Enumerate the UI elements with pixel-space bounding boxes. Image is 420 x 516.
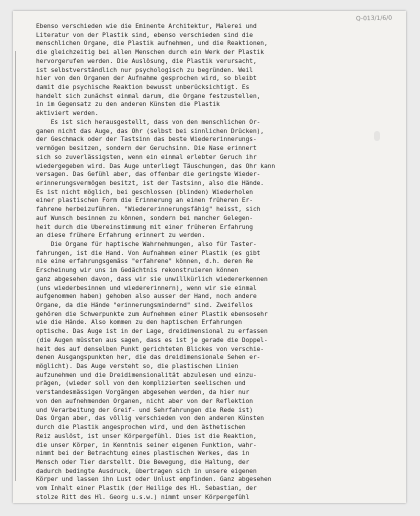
text-line: einer plastischen Form die Erinnerung an einen früheren Er- xyxy=(36,197,253,205)
text-line: aufgenommen haben) gehoben also ausser der Hand, noch andere xyxy=(36,293,257,301)
text-line: möglicht). Das Auge versteht so, die plastischen Linien xyxy=(36,363,239,371)
text-line: Körper und lassen ihn Lust oder Unlust empfinden. Ganz abgesehen xyxy=(36,476,272,484)
document-page xyxy=(13,11,406,503)
text-line: und Verarbeitung der Greif- und Sehrfahrungen die Rede ist) xyxy=(36,406,253,414)
text-line: Das Organ aber, das völlig verschieden von den anderen Künsten xyxy=(36,415,264,423)
text-line: ganen nicht das Auge, das Ohr (selbst bei sinnlichen Drücken), xyxy=(36,127,264,135)
text-line: ganz abgesehen davon, dass wir sie unwillkürlich wiedererkennen xyxy=(36,275,268,283)
text-line: auf Wunsch besinnen zu können, sondern bei mancher Gelegen- xyxy=(36,214,253,222)
text-line: verstandesmässigen Vorgängen abgesehen werden, da hier nur xyxy=(36,389,250,397)
text-line: denen Ausgangspunkten her, die das dreidimensionale Sehen er- xyxy=(36,354,261,362)
text-line: heit des auf denselben Punkt gerichteten Blickes von verschie- xyxy=(36,345,264,353)
text-line: nimmt bei der Betrachtung eines plastischen Werkes, das in xyxy=(36,450,250,458)
text-line: handelt sich zunächst einmal darum, die Organe festzustellen, xyxy=(36,92,261,100)
text-line: optische. Das Auge ist in der Lage, dreidimensional zu erfassen xyxy=(36,328,268,336)
text-line: Es ist sich herausgestellt, dass von den menschlichen Or- xyxy=(36,118,261,126)
text-line: Ebenso verschieden wie die Eminente Architektur, Malerei und xyxy=(36,23,257,30)
text-line: (uns wiederbesinnen und wiedererinnern), wenn wir sie einmal xyxy=(36,284,257,292)
text-line: an diese frühere Erfahrung erinnert zu werden. xyxy=(36,232,206,240)
text-line: sich so zuverlässigsten, wenn ein einmal erlebter Geruch ihr xyxy=(36,153,257,161)
text-line: Erscheinung wir uns im Gedächtnis rekonstruieren können xyxy=(36,267,239,275)
text-line: Die Organe für haptische Wahrnehmungen, also für Taster- xyxy=(36,240,257,248)
text-line: der Geschmack oder der Tastsinn das beste Wiedererinnerungs- xyxy=(36,136,257,144)
reference-number: Q-013/1/6/0 xyxy=(355,14,393,23)
text-line: von den aufnehmenden Organen, nicht aber von der Reflektion xyxy=(36,397,253,405)
text-line: nie eine erfahrungsgemäss "erfahrene" können, d.h. deren Re xyxy=(36,258,253,266)
text-line: Literatur von der Plastik sind, ebenso verschieden sind die xyxy=(36,31,253,39)
text-line: dadurch bedingte Ausdruck, übertragen sich in unsere eigenen xyxy=(36,467,257,475)
text-line: heit durch die Übereinstimmung mit einer früheren Erfahrung xyxy=(36,223,253,231)
text-line: in im Gegensatz zu den anderen Künsten die Plastik xyxy=(36,101,220,109)
text-line: Organe, da die Hände "erinnerungsmindernd" sind. Zweifellos xyxy=(36,302,253,309)
text-line: damit die psychische Reaktion bewusst unberücksichtigt. Es xyxy=(36,84,250,92)
text-line: Reiz auslöst, ist unser Körpergefühl. Dies ist die Reaktion, xyxy=(36,432,257,440)
text-line: Mensch oder Tier darstellt. Die Bewegung, die Haltung, der xyxy=(36,458,250,466)
text-line: aktiviert werden. xyxy=(36,110,99,118)
text-line: stolze Ritt des Hl. Georg u.s.w.) nimmt unser Körpergefühl xyxy=(36,493,250,501)
margin-mark xyxy=(15,51,20,481)
text-line: die unser Körper, in Kenntnis seiner eigenen Funktion, wahr- xyxy=(36,441,257,449)
text-line: wiedergegeben wird. Das Auge unterliegt Täuschungen, das Ohr kann xyxy=(36,162,276,170)
text-line: fahrene herbeizuführen. "Wiedererinnerungsfähig" heisst, sich xyxy=(36,206,261,214)
text-line: vom Inhalt einer Plastik (der Heilige des Hl. Sebastian, der xyxy=(36,485,257,493)
text-line: die gleichzeitig bei allen Menschen durch ein Werk der Plastik xyxy=(36,49,264,57)
typed-text-body xyxy=(36,23,390,503)
text-line: fahrungen, ist die Hand. Von Aufnahmen einer Plastik (es gibt xyxy=(36,249,261,257)
text-line: wie die Hände. Also kommen zu den haptischen Erfahrungen xyxy=(36,319,242,327)
text-line: (die Augen müssten aus sagen, dass es ist je gerade die Doppel- xyxy=(36,336,268,344)
text-line: vermögen besitzen, sondern der Geruchsinn. Die Nase erinnert xyxy=(36,145,257,153)
text-line: aufzunehmen und die Dreidimensionalität abzulesen und einzu- xyxy=(36,371,257,379)
text-line: prägen, (wieder soll von den komplizierten seelischen und xyxy=(36,380,246,388)
text-line: versagen. Das Gefühl aber, das offenbar die geringste Wieder- xyxy=(36,171,261,179)
text-line: durch die Plastik angesprochen wird, und den ästhetischen xyxy=(36,424,246,432)
text-line: hier von den Organen der Aufnahme gesprochen wird, so bleibt xyxy=(36,75,257,83)
text-line: Es ist nicht möglich, bei geschlossen (blinden) Wiederholen xyxy=(36,188,253,196)
text-line: erinnerungsvermögen besitzt, ist der Tastsinn, also die Hände. xyxy=(36,179,264,187)
text-line: gehören die Schwerpunkte zum Aufnehmen einer Plastik ebensosehr xyxy=(36,310,268,318)
text-line: menschlichen Organe, die Plastik aufnehmen, und die Reaktionen, xyxy=(36,40,268,48)
text-line: hervorgerufen werden. Die Auslösung, die Plastik verursacht, xyxy=(36,57,257,65)
text-line: ist selbstverständlich nur psychologisch zu begründen. Weil xyxy=(36,66,253,74)
